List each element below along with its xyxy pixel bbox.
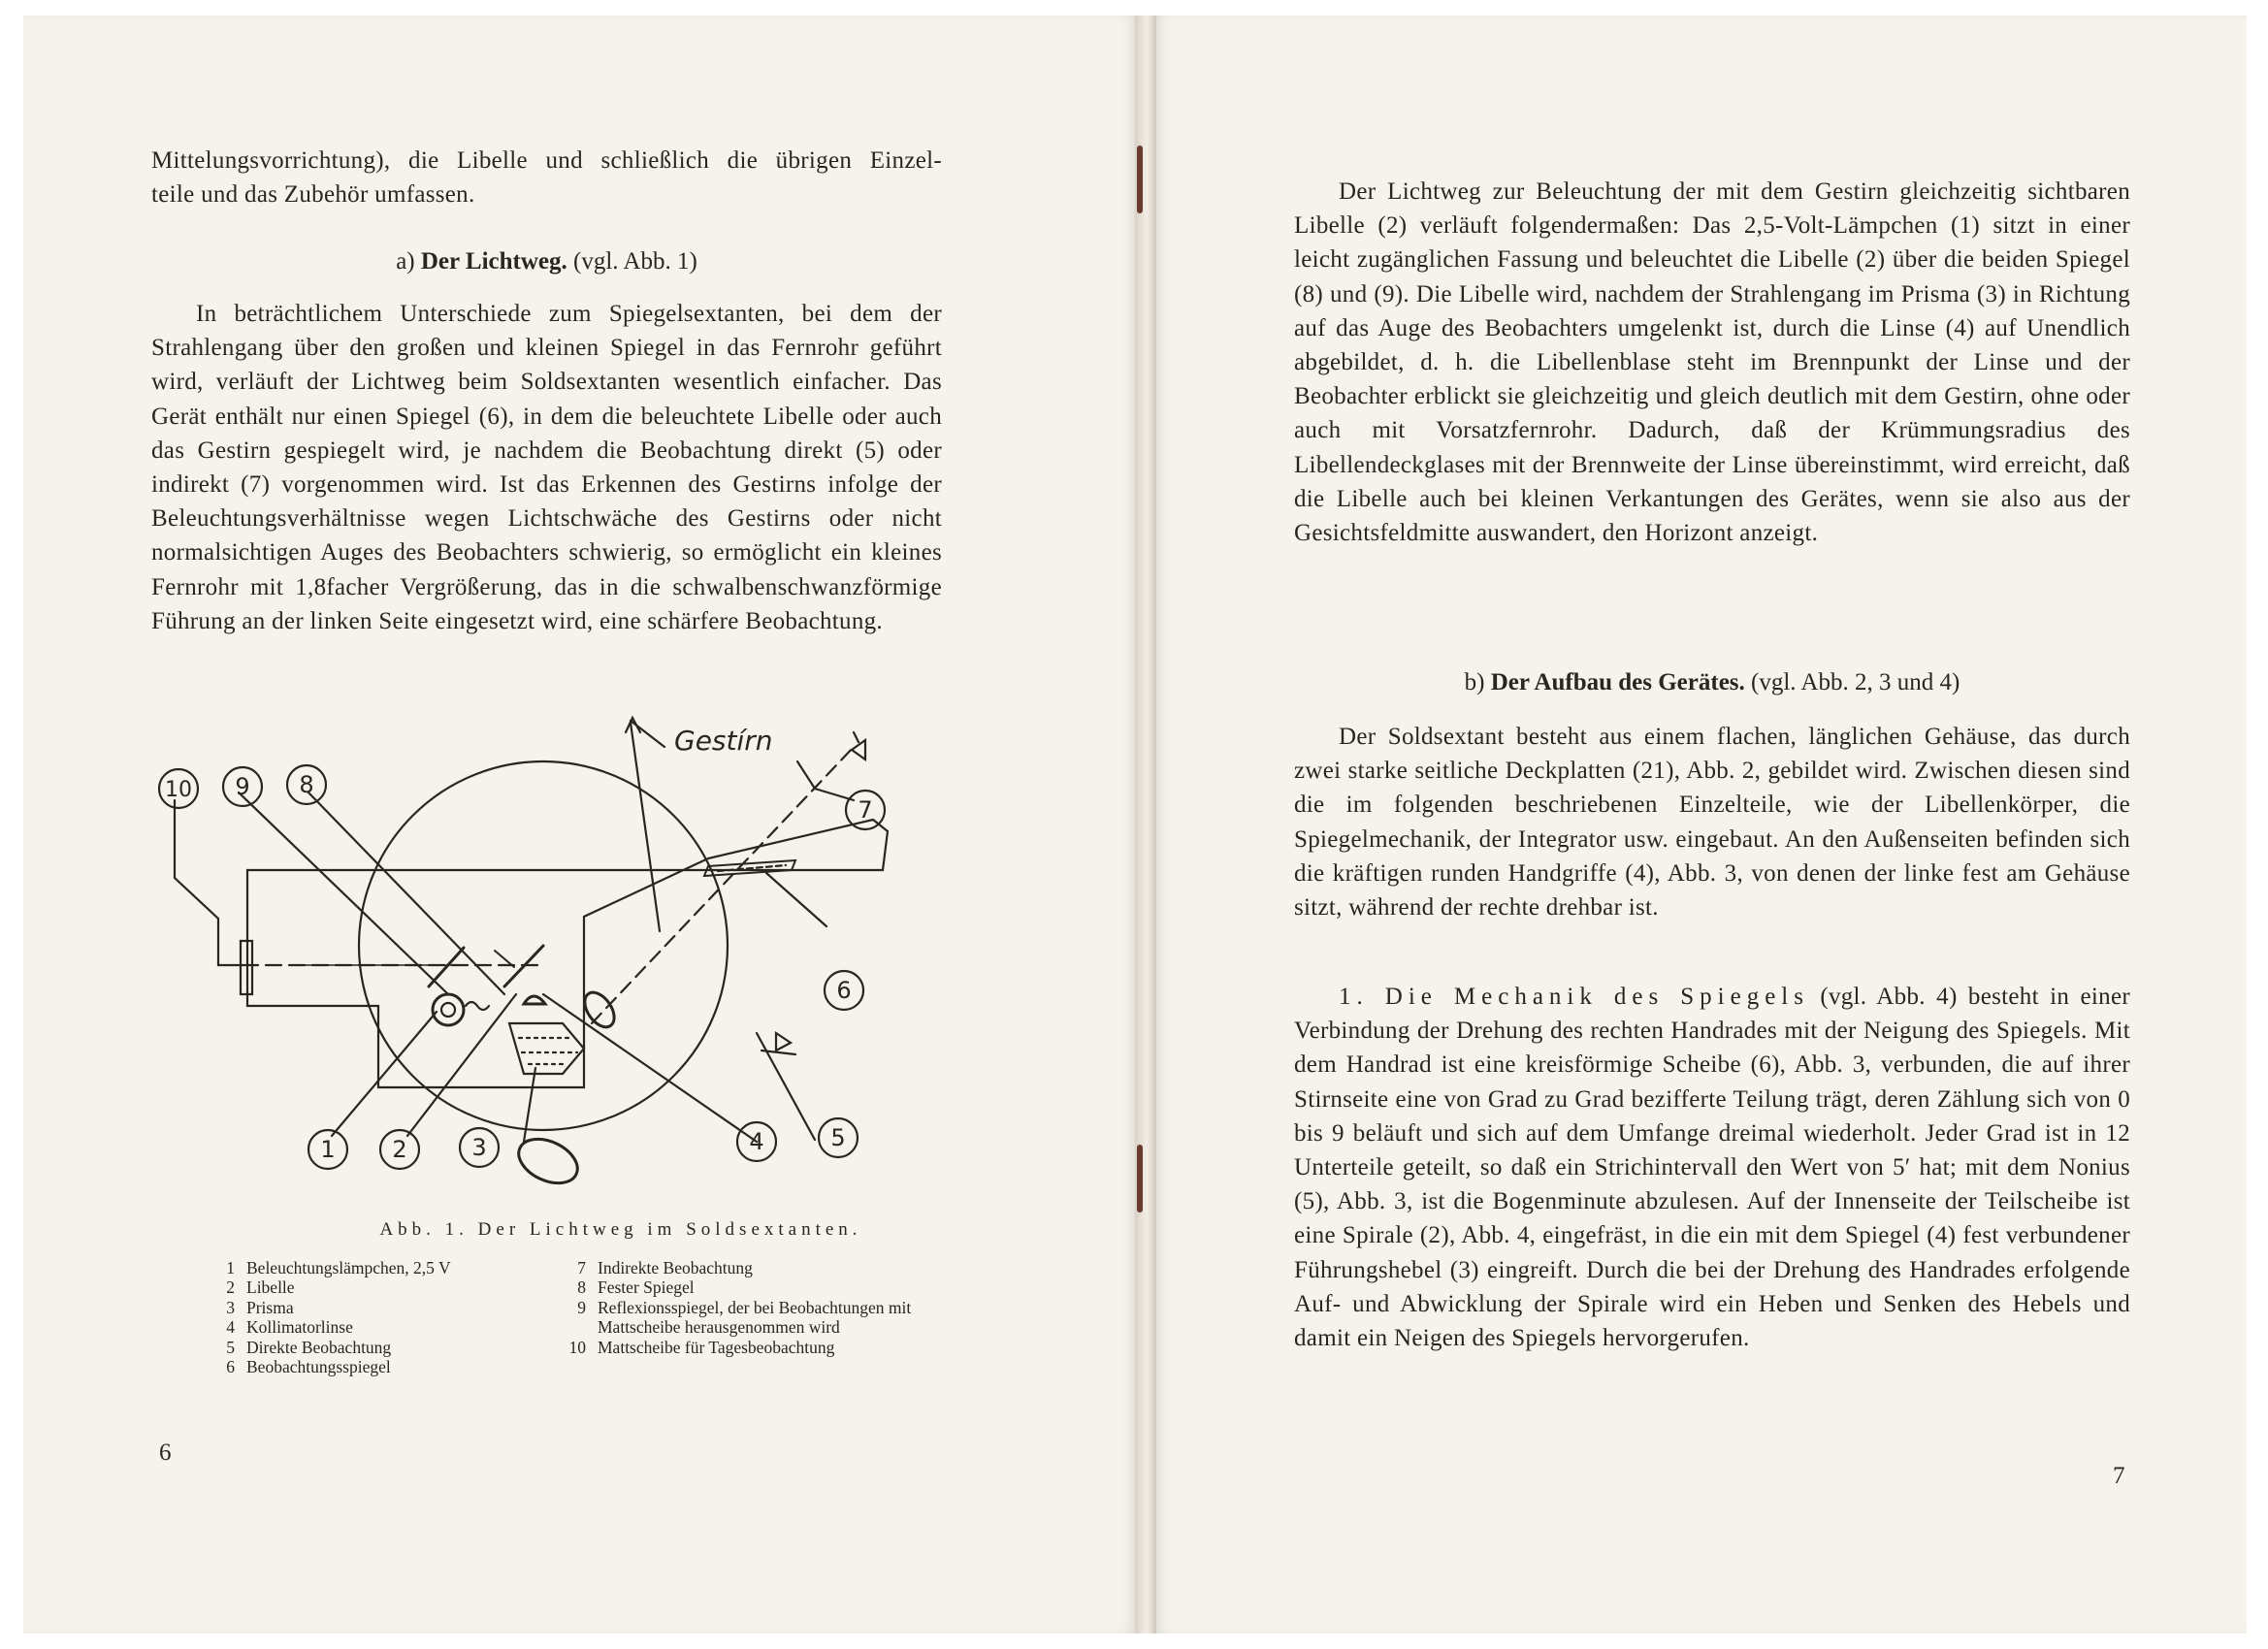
marker-7 bbox=[846, 791, 885, 829]
legend-item bbox=[211, 1317, 570, 1337]
lamp-1-inner bbox=[441, 1003, 455, 1017]
marker-9-label: 9 bbox=[235, 773, 250, 800]
staple-top bbox=[1137, 146, 1143, 213]
section-b-heading bbox=[1294, 669, 2130, 696]
lamp-coil bbox=[466, 1002, 489, 1010]
marker-1 bbox=[308, 1130, 347, 1169]
legend-label: Beobachtungsspiegel bbox=[246, 1357, 391, 1377]
legend-label: Reflexionsspiegel, der bei Beobachtungen mit Mattscheibe herausgenommen wird bbox=[598, 1297, 912, 1338]
marker-4-label: 4 bbox=[749, 1128, 764, 1155]
leader-7 bbox=[797, 761, 854, 800]
legend-item bbox=[211, 1258, 570, 1277]
legend-item bbox=[211, 1298, 570, 1317]
left-intro bbox=[151, 144, 942, 211]
marker-6 bbox=[825, 971, 863, 1010]
intro-line-2: teile und das Zubehör umfassen. bbox=[151, 181, 475, 209]
marker-8 bbox=[287, 765, 326, 804]
legend-label: Direkte Beobachtung bbox=[246, 1337, 392, 1357]
legend-label: Indirekte Beobachtung bbox=[598, 1258, 753, 1277]
legend-label: Mattscheibe für Tagesbeobachtung bbox=[598, 1337, 835, 1357]
marker-2 bbox=[380, 1130, 419, 1169]
leader-4 bbox=[543, 994, 757, 1142]
marker-4 bbox=[737, 1122, 776, 1161]
legend-item bbox=[563, 1298, 962, 1338]
legend-right bbox=[563, 1258, 962, 1357]
legend-number: 1 bbox=[226, 1258, 235, 1277]
libelle-2 bbox=[524, 996, 545, 1004]
legend-label: Kollimatorlinse bbox=[246, 1317, 353, 1338]
legend-number: 7 bbox=[577, 1258, 586, 1277]
gestirn-tick bbox=[631, 721, 664, 747]
section-a-ref: (vgl. Abb. 1) bbox=[573, 248, 697, 275]
page-number-left: 6 bbox=[159, 1439, 172, 1466]
eye-indirect-tick bbox=[854, 732, 859, 742]
lichtweg-diagram bbox=[136, 703, 989, 1217]
page-number-right: 7 bbox=[2113, 1463, 2125, 1489]
legend-left bbox=[211, 1258, 570, 1376]
marker-3 bbox=[460, 1128, 499, 1167]
legend-number: 2 bbox=[226, 1277, 235, 1298]
mechanik-rest: (vgl. Abb. 4) besteht in einer Verbindung der Drehung des rechten Handrades mit der Neigung des Spiegels. Mit dem Handrad ist eine kreisförmige Scheibe (6), Abb. 3, verbunden, die auf ihrer Stirnseite eine von Grad zu Grad bezifferte Teilung trägt, deren Zählung sich von 0 bis 9 beläuft und sich auf dem Umfange dreimal wiederholt. Jeder Grad ist in 12 Unterteile geteilt, so daß ein Strichintervall den Wert von 5′ hat; mit dem Nonius (5), Abb. 3, ist die Bogenminute abzulesen. Auf der Innenseite der Teilscheibe ist eine Spirale (2), Abb. 4, eingefräst, in die ein mit dem Spiegel (4) fest verbundener Führungshebel (3) eingreift. Durch die bei der Drehung des Handrades erfolgende Auf- und Abwicklung der Spirale wird ein Heben und Senken des Hebels und damit ein Neigen des Spiegels hervorgerufen. bbox=[1294, 984, 2130, 1352]
mechanik-paragraph bbox=[1294, 980, 2130, 1355]
staple-bottom bbox=[1137, 1145, 1143, 1212]
gestirn-line bbox=[631, 723, 660, 931]
legend-item bbox=[563, 1258, 962, 1277]
marker-9 bbox=[223, 767, 262, 806]
gestirn-label: Gestírn bbox=[674, 725, 773, 757]
legend-label: Libelle bbox=[246, 1277, 295, 1298]
mechanik-lead: 1. Die Mechanik des Spiegels bbox=[1339, 984, 1809, 1010]
leader-10 bbox=[175, 800, 243, 965]
leader-6 bbox=[766, 873, 826, 926]
figure-caption: Abb. 1. Der Lichtweg im Soldsextanten. bbox=[379, 1219, 862, 1240]
right-paragraph-2 bbox=[1294, 720, 2130, 924]
book-spine bbox=[1135, 16, 1156, 1633]
section-b-ref: (vgl. Abb. 2, 3 und 4) bbox=[1751, 669, 1960, 695]
legend-item bbox=[563, 1277, 962, 1297]
leader-9 bbox=[239, 792, 448, 994]
marker-10-label: 10 bbox=[165, 778, 192, 802]
legend-item bbox=[563, 1338, 962, 1357]
section-b-title: Der Aufbau des Gerätes. bbox=[1490, 669, 1745, 695]
section-a-heading bbox=[151, 248, 942, 275]
marker-1-label: 1 bbox=[320, 1136, 336, 1163]
marker-5-label: 5 bbox=[830, 1124, 846, 1151]
legend-number: 5 bbox=[226, 1337, 235, 1357]
legend-item bbox=[211, 1357, 570, 1376]
eye-symbol-direct bbox=[776, 1033, 791, 1051]
legend-number: 6 bbox=[226, 1357, 235, 1377]
prism-3 bbox=[509, 1023, 584, 1074]
legend-number: 3 bbox=[226, 1297, 235, 1317]
right-paragraph-1 bbox=[1294, 175, 2130, 550]
lamp-1 bbox=[433, 994, 464, 1025]
legend-label: Fester Spiegel bbox=[598, 1277, 695, 1298]
left-paragraph bbox=[151, 297, 942, 638]
marker-5 bbox=[819, 1118, 858, 1157]
aufbau-paragraph: Der Soldsextant besteht aus einem flachen, länglichen Gehäuse, das durch zwei starke seitliche Deckplatten (21), Abb. 2, gebildet wird. Zwischen diesen sind die im folgenden beschriebenen Einzelteile, wie der Libellenkörper, die Spiegelmechanik, der Integrator usw. eingebaut. An den Außenseiten befinden sich die kräftigen runden Handgriffe (4), Abb. 3, von denen der linke fest am Gehäuse sitzt, während der rechte drehbar ist. bbox=[1294, 724, 2130, 922]
marker-3-label: 3 bbox=[471, 1134, 487, 1161]
legend-label: Beleuchtungslämpchen, 2,5 V bbox=[246, 1258, 451, 1277]
legend-number: 4 bbox=[226, 1317, 235, 1338]
legend-item bbox=[211, 1338, 570, 1357]
legend-number: 8 bbox=[577, 1277, 586, 1298]
gestirn-arrowhead bbox=[626, 718, 640, 732]
legend-item bbox=[211, 1277, 570, 1297]
marker-8-label: 8 bbox=[299, 771, 314, 798]
section-a-title: Der Lichtweg. bbox=[420, 248, 567, 275]
legend-label: Prisma bbox=[246, 1297, 294, 1317]
adjustment-knob bbox=[512, 1130, 585, 1191]
legend-number: 9 bbox=[577, 1297, 586, 1317]
spacer bbox=[776, 723, 989, 742]
prism-hatch bbox=[519, 1038, 577, 1064]
section-a-prefix: a) bbox=[396, 248, 415, 275]
marker-10 bbox=[159, 769, 198, 808]
legend-number: 10 bbox=[568, 1337, 586, 1357]
right-paragraph-3 bbox=[1294, 980, 2130, 1355]
lichtweg-paragraph: In beträchtlichem Unterschiede zum Spiegelsextanten, bei dem der Strahlengang über den großen und kleinen Spiegel in das Fernrohr geführt wird, verläuft der Lichtweg beim Soldsextanten wesentlich einfacher. Das Gerät enthält nur einen Spiegel (6), in dem die beleuchtete Libelle oder auch das Gestirn gespiegelt wird, je nachdem die Beobachtung direkt (5) oder indirekt (7) vorgenommen wird. Ist das Erkennen des Gestirns infolge der Beleuchtungsverhältnisse wegen Lichtschwäche des Gestirns oder nicht normalsichtigen Auges des Beobachters schwierig, so ermöglicht ein kleines Fernrohr mit 1,8facher Vergrößerung, das in die schwalbenschwanzförmige Führung an der linken Seite eingesetzt wird, eine schärfere Beobachtung. bbox=[151, 301, 942, 634]
libelle-paragraph: Der Lichtweg zur Beleuchtung der mit dem Gestirn gleichzeitig sichtbaren Libelle (2) verläuft folgendermaßen: Das 2,5-Volt-Lämpchen (1) sitzt in einer leicht zugänglichen Fassung und beleuchtet die Libelle (2) über die beiden Spiegel (8) und (9). Die Libelle wird, nachdem der Strahlengang im Prisma (3) in Richtung auf das Auge des Beobachters umgelenkt ist, durch die Linse (4) auf Unendlich abgebildet, d. h. die Libellenblase steht im Brennpunkt der Linse und der Beobachter erblickt sie gleichzeitig und gleich deutlich mit dem Gestirn, ohne oder auch mit Vorsatzfernrohr. Dadurch, daß der Krümmungsradius des Libellendeckglases mit der Brennweite der Linse übereinstimmt, wird erreicht, daß die Libelle auch bei kleinen Verkantungen des Gerätes, wenn sie also aus der Gesichtsfeldmitte auswandert, den Horizont anzeigt. bbox=[1294, 178, 2130, 547]
intro-line-1: Mittelungsvorrichtung), die Libelle und schließlich die übrigen Einzel- bbox=[151, 147, 942, 174]
marker-6-label: 6 bbox=[836, 977, 852, 1004]
marker-7-label: 7 bbox=[858, 796, 873, 824]
section-b-prefix: b) bbox=[1464, 669, 1485, 695]
marker-2-label: 2 bbox=[392, 1136, 407, 1163]
